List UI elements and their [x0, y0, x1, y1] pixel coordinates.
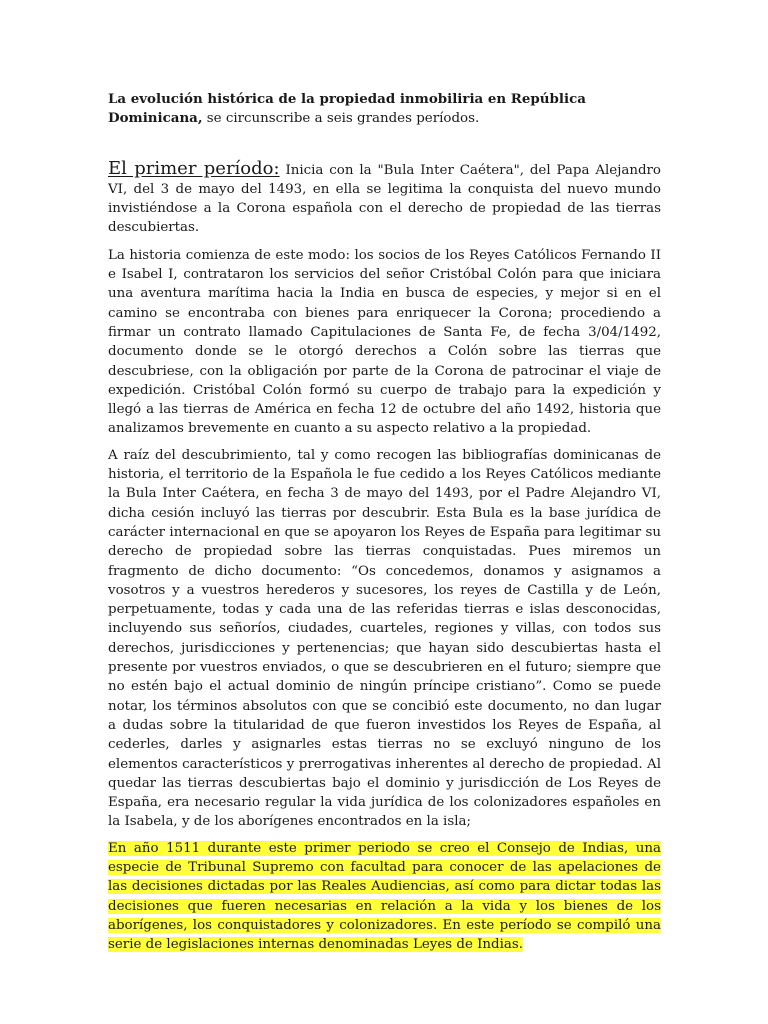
section-heading: El primer período: [108, 157, 280, 179]
highlighted-text: En año 1511 durante este primer periodo se creo el Consejo de Indias, una especie de Tribunal Supremo con facultad para conocer de las apelaciones de las decisiones dictadas por las Reales Audiencias, así como para dictar todas las decisiones que fueren necesarias en relación a la vida y los bienes de los aborígenes, los conquistadores y colonizadores. En este período se compiló una serie de legislaciones internas denominadas Leyes de Indias. [108, 840, 661, 953]
section-lead-text: Inicia con la "Bula Inter Caétera", del Papa Alejandro VI, del 3 de mayo del 1493, en ella se legitima la conquista del nuevo mundo invistiéndose a la Corona española con el derecho de propiedad de las tierras descubiertas. [108, 162, 661, 236]
highlighted-paragraph [108, 839, 661, 955]
paragraph-history: La historia comienza de este modo: los socios de los Reyes Católicos Fernando II e Isabel I, contrataron los servicios del señor Cristóbal Colón para que iniciara una aventura marítima hacia la India en busca de especies, y mejor si en el camino se encontraba con bienes para enriquecer la Corona; procediendo a firmar un contrato llamado Capitulaciones de Santa Fe, de fecha 3/04/1492, documento donde se le otorgó derechos a Colón sobre las tierras que descubriese, con la obligación por parte de la Corona de patrocinar el viaje de expedición. Cristóbal Colón formó su cuerpo de trabajo para la expedición y llegó a las tierras de América en fecha 12 de octubre del año 1492, historia que analizamos brevemente en cuanto a su aspecto relativo a la propiedad. [108, 247, 661, 437]
intro-title: La evolución histórica de la propiedad inmobiliria en República Dominicana, [108, 91, 586, 127]
intro-rest: se circunscribe a seis grandes períodos. [202, 111, 480, 127]
paragraph-discovery: A raíz del descubrimiento, tal y como recogen las bibliografías dominicanas de historia, el territorio de la Española le fue cedido a los Reyes Católicos mediante la Bula Inter Caétera, en fecha 3 de mayo del 1493, por el Padre Alejandro VI, dicha cesión incluyó las tierras por descubrir. Esta Bula es la base jurídica de carácter internacional en que se apoyaron los Reyes de España para legitimar su derecho de propiedad sobre las tierras conquistadas. Pues miremos un fragmento de dicho documento: “Os concedemos, donamos y asignamos a vosotros y a vuestros herederos y sucesores, los reyes de Castilla y de León, perpetuamente, todas y cada una de las referidas tierras e islas desconocidas, incluyendo sus señoríos, ciudades, cuarteles, regiones y villas, con todos sus derechos, jurisdicciones y pertenencias; que hayan sido descubiertas hasta el presente por vuestros enviados, o que se descubrieren en el futuro; siempre que no estén bajo el actual dominio de ningún príncipe cristiano”. Como se puede notar, los términos absolutos con que se concibió este documento, no dan lugar a dudas sobre la titularidad de que fueron investidos los Reyes de España, al cederles, darles y asignarles estas tierras no se excluyó ninguno de los elementos característicos y prerrogativas inherentes al derecho de propiedad. Al quedar las tierras descubiertas bajo el dominio y jurisdicción de Los Reyes de España, era necesario regular la vida jurídica de los colonizadores españoles en la Isabela, y de los aborígenes encontrados en la isla; [108, 447, 661, 830]
intro-paragraph [108, 90, 661, 129]
section-first-period [108, 159, 661, 238]
document-body [108, 90, 661, 954]
